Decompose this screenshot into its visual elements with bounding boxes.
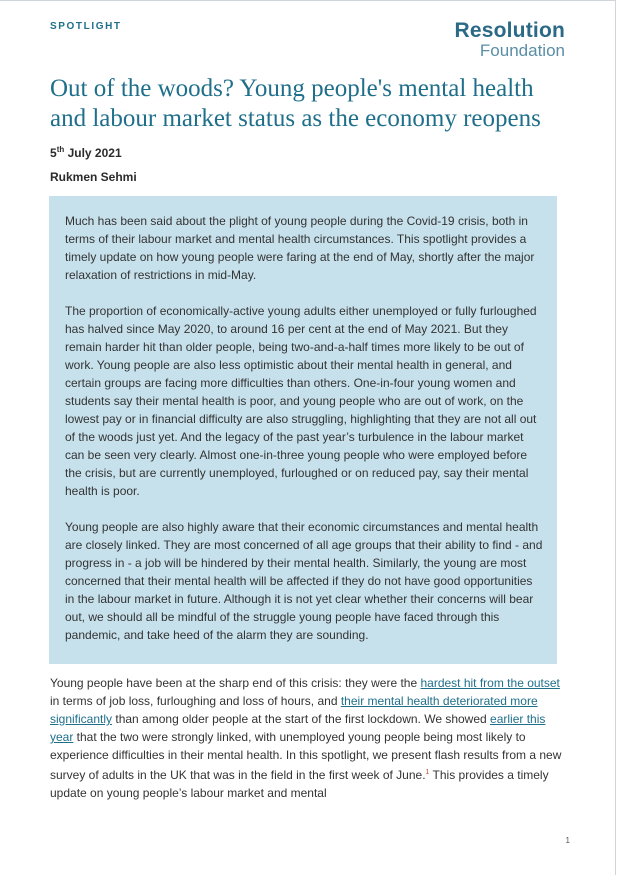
resolution-foundation-logo[interactable] <box>455 20 566 59</box>
summary-paragraph-2: The proportion of economically-active young adults either unemployed or fully furloughed has halved since May 2020, to around 16 per cent at the end of May 2021. But they remain harder hit than older people, being two-and-a-half times more likely to be out of work. Young people are also less optimistic about their mental health in general, and certain groups are facing more difficulties than others. One-in-four young women and students say their mental health is poor, and young people who are out of work, on the lowest pay or in financial difficulty are also struggling, highlighting that they are not all out of the woods just yet. And the legacy of the past year’s turbulence in the labour market can be seen very clearly. Almost one-in-three young people who were employed before the crisis, but are currently unemployed, furloughed or on reduced pay, say their mental health is poor. <box>65 304 537 498</box>
body-paragraph <box>50 674 570 802</box>
body-text-1: Young people have been at the sharp end of this crisis: they were the <box>50 676 421 690</box>
logo-line-1: Resolution <box>454 19 565 42</box>
publication-date <box>50 145 122 160</box>
link-mental-health-deteriorated[interactable]: their mental health deteriorated more significantly <box>50 694 538 726</box>
body-text-2: in terms of job loss, furloughing and loss of hours, and <box>50 694 341 708</box>
summary-paragraph-1: Much has been said about the plight of young people during the Covid-19 crisis, both in terms of their labour market and mental health circumstances. This spotlight provides a timely update on how young people were faring at the end of May, shortly after the major relaxation of restrictions in mid-May. <box>65 214 535 282</box>
page-number: 1 <box>565 836 570 845</box>
body-text-3: than among older people at the start of the first lockdown. We showed <box>112 712 491 726</box>
page-title: Out of the woods? Young people's mental health and labour market status as the economy reopens <box>50 75 541 132</box>
link-hardest-hit[interactable]: hardest hit from the outset <box>420 676 560 690</box>
date-day: 5 <box>50 146 57 160</box>
logo-line-2: Foundation <box>479 41 565 60</box>
date-rest: July 2021 <box>64 146 122 160</box>
section-label: SPOTLIGHT <box>50 21 122 32</box>
link-earlier-this-year[interactable]: earlier this year <box>50 712 546 744</box>
date-suffix: th <box>56 145 65 154</box>
summary-paragraph-3: Young people are also highly aware that their economic circumstances and mental health are closely linked. They are most concerned of all age groups that their ability to find - and progress in - a job will be hindered by their mental health. Similarly, the young are most concerned that their mental health will be affected if they do not have good opportunities in the labour market in future. Although it is not yet clear whether their concerns will bear out, we should all be mindful of the struggle young people have faced through this pandemic, and take heed of the alarm they are sounding. <box>65 520 543 642</box>
body-text-4: that the two were strongly linked, with unemployed young people being most likely to experience difficulties in their mental health. In this spotlight, we present flash results from a new survey of adults in the UK that was in the field in the first week of June. <box>50 730 562 782</box>
author-name: Rukmen Sehmi <box>50 170 137 184</box>
summary-box <box>49 196 557 664</box>
body-text-5: This provides a timely update on young people’s labour market and mental <box>50 768 549 800</box>
footnote-reference[interactable]: 1 <box>425 769 430 776</box>
